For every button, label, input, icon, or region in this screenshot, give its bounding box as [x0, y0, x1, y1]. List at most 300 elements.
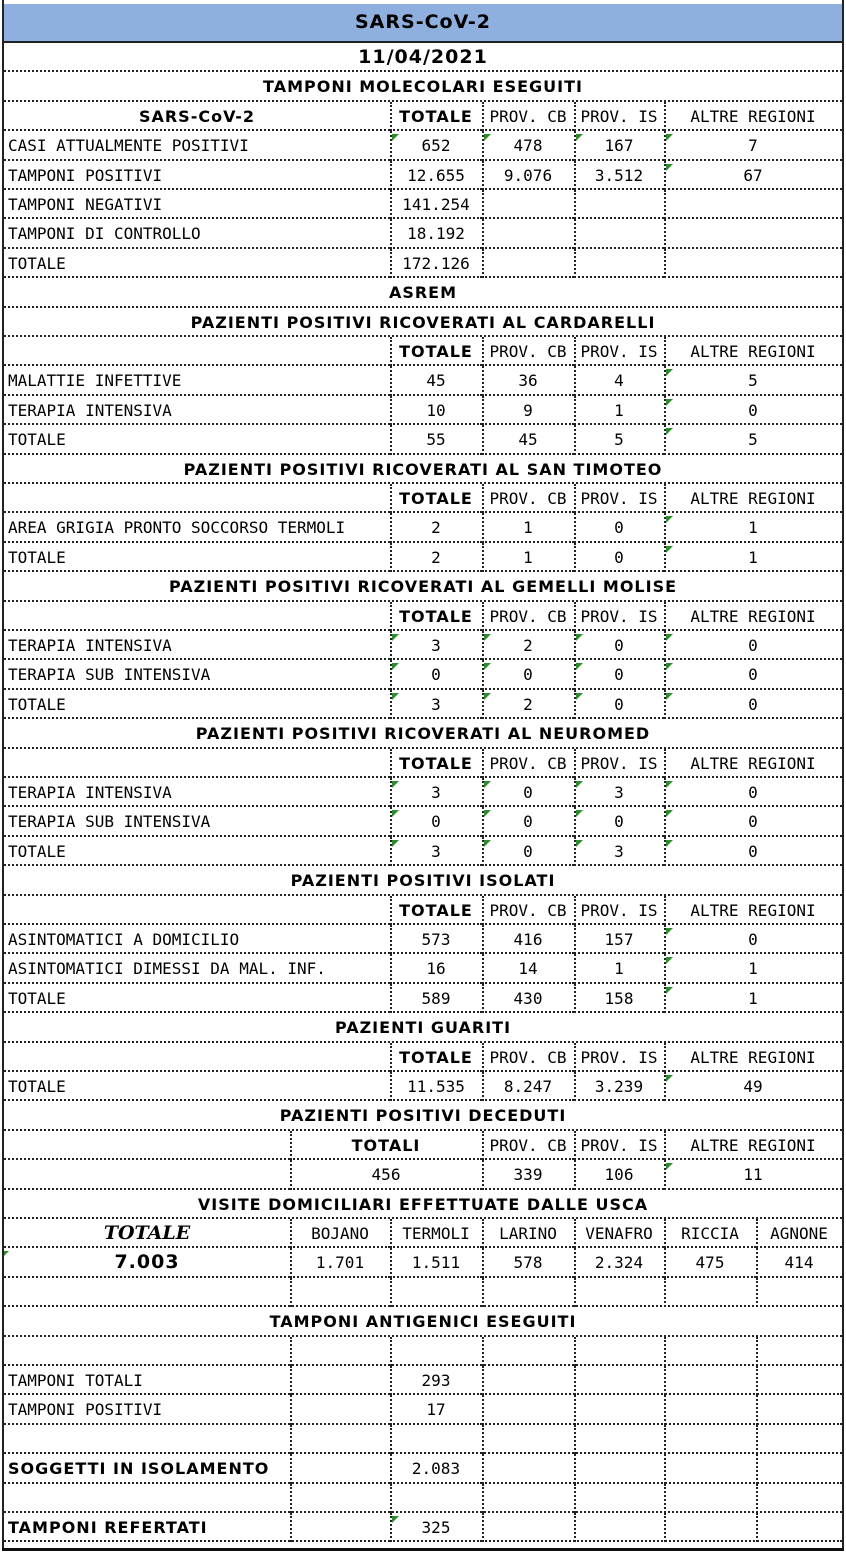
error-indicator-icon[interactable] — [666, 781, 673, 788]
column-header[interactable]: BOJANO — [290, 1219, 390, 1248]
cell-gridline — [664, 896, 666, 925]
value-cell[interactable]: 36 — [482, 366, 574, 395]
column-header[interactable]: ALTRE REGIONI — [664, 1043, 842, 1072]
value-cell[interactable]: 2 — [482, 690, 574, 719]
cell-gridline — [482, 1219, 484, 1248]
column-header[interactable]: PROV. CB — [482, 896, 574, 925]
cell-gridline — [664, 1072, 666, 1101]
value-cell[interactable]: 3 — [574, 778, 664, 807]
column-header[interactable]: TOTALE — [390, 1043, 482, 1072]
value-cell[interactable]: 0 — [664, 807, 842, 836]
cell-gridline — [664, 161, 666, 190]
section-heading[interactable]: PAZIENTI POSITIVI RICOVERATI AL SAN TIMOTEO — [4, 455, 842, 484]
value-cell[interactable]: 0 — [574, 513, 664, 542]
row-label[interactable]: TAMPONI NEGATIVI — [4, 190, 390, 219]
error-indicator-icon[interactable] — [666, 164, 673, 171]
cell-gridline — [664, 543, 666, 572]
section-heading[interactable]: TAMPONI MOLECOLARI ESEGUITI — [4, 72, 842, 101]
value-cell[interactable]: 4 — [574, 366, 664, 395]
column-header[interactable]: PROV. IS — [574, 602, 664, 631]
cell-gridline — [574, 1160, 576, 1189]
value-cell[interactable] — [664, 249, 842, 278]
column-header[interactable]: PROV. CB — [482, 484, 574, 513]
error-indicator-icon[interactable] — [484, 663, 491, 670]
cell-gridline — [482, 513, 484, 542]
column-header[interactable]: ALTRE REGIONI — [664, 484, 842, 513]
value-cell[interactable]: 293 — [390, 1366, 482, 1395]
row-label-empty[interactable] — [4, 484, 390, 513]
error-indicator-icon[interactable] — [484, 810, 491, 817]
cell-gridline — [574, 1248, 576, 1277]
value-cell[interactable]: 0 — [574, 543, 664, 572]
column-header[interactable]: ALTRE REGIONI — [664, 337, 842, 366]
cell-gridline — [574, 1337, 576, 1366]
column-header[interactable]: PROV. IS — [574, 484, 664, 513]
value-cell[interactable] — [574, 190, 664, 219]
column-header[interactable]: TOTALE — [390, 102, 482, 131]
value-cell[interactable]: 157 — [574, 925, 664, 954]
value-cell[interactable]: 7 — [664, 131, 842, 160]
value-cell[interactable]: 578 — [482, 1248, 574, 1277]
column-header[interactable]: PROV. IS — [574, 102, 664, 131]
row-label[interactable]: TAMPONI POSITIVI — [4, 161, 390, 190]
cell-gridline — [390, 807, 392, 836]
value-cell[interactable]: 0 — [574, 631, 664, 660]
section-heading[interactable]: PAZIENTI POSITIVI ISOLATI — [4, 866, 842, 895]
value-cell[interactable]: 1 — [574, 396, 664, 425]
cell-gridline — [574, 190, 576, 219]
error-indicator-icon[interactable] — [484, 840, 491, 847]
report-date[interactable]: 11/04/2021 — [4, 43, 842, 72]
row-label-empty[interactable] — [4, 1043, 390, 1072]
column-header[interactable]: PROV. CB — [482, 102, 574, 131]
value-cell[interactable]: 0 — [664, 778, 842, 807]
section-heading[interactable]: PAZIENTI POSITIVI RICOVERATI AL NEUROMED — [4, 719, 842, 748]
section-heading[interactable]: ASREM — [4, 278, 842, 307]
empty-cell[interactable] — [482, 1454, 842, 1483]
value-cell[interactable]: 3 — [390, 690, 482, 719]
cell-gridline — [390, 1513, 392, 1542]
cell-gridline — [482, 954, 484, 983]
error-indicator-icon[interactable] — [576, 634, 583, 641]
value-cell[interactable]: 1 — [482, 543, 574, 572]
value-cell[interactable]: 1 — [574, 954, 664, 983]
column-header[interactable]: PROV. IS — [574, 1043, 664, 1072]
value-cell[interactable]: 339 — [482, 1160, 574, 1189]
error-indicator-icon[interactable] — [392, 781, 399, 788]
column-header[interactable]: PROV. CB — [482, 602, 574, 631]
value-cell[interactable]: 1.701 — [290, 1248, 390, 1277]
cell-gridline — [574, 366, 576, 395]
cell-gridline — [574, 954, 576, 983]
empty-row[interactable] — [4, 1484, 842, 1513]
value-cell[interactable]: 416 — [482, 925, 574, 954]
error-indicator-icon[interactable] — [576, 663, 583, 670]
cell-gridline — [482, 660, 484, 689]
value-cell[interactable]: 0 — [664, 660, 842, 689]
value-cell[interactable]: 5 — [574, 425, 664, 454]
cell-gridline — [664, 337, 666, 366]
error-indicator-icon[interactable] — [484, 693, 491, 700]
cell-gridline — [390, 249, 392, 278]
error-indicator-icon[interactable] — [484, 781, 491, 788]
row-label[interactable]: TERAPIA INTENSIVA — [4, 396, 390, 425]
value-cell[interactable]: 652 — [390, 131, 482, 160]
value-cell[interactable]: 49 — [664, 1072, 842, 1101]
value-cell[interactable] — [482, 190, 574, 219]
cell-gridline — [290, 1219, 292, 1248]
value-cell[interactable]: 45 — [390, 366, 482, 395]
value-cell[interactable]: 3 — [390, 631, 482, 660]
sheet-title[interactable]: SARS-CoV-2 — [354, 11, 491, 33]
value-cell[interactable]: 17 — [390, 1395, 482, 1424]
row-label[interactable]: TERAPIA INTENSIVA — [4, 631, 390, 660]
cell-gridline — [664, 660, 666, 689]
value-cell[interactable]: 0 — [664, 631, 842, 660]
cell-gridline — [390, 543, 392, 572]
value-cell[interactable]: 18.192 — [390, 219, 482, 248]
value-cell[interactable]: 16 — [390, 954, 482, 983]
section-heading[interactable]: PAZIENTI POSITIVI DECEDUTI — [4, 1101, 842, 1130]
cell-gridline — [574, 1131, 576, 1160]
cell-gridline — [390, 837, 392, 866]
value-cell[interactable]: 9.076 — [482, 161, 574, 190]
column-header[interactable]: TOTALE — [390, 749, 482, 778]
value-cell[interactable]: 3 — [390, 778, 482, 807]
error-indicator-icon[interactable] — [392, 634, 399, 641]
value-cell[interactable] — [482, 249, 574, 278]
column-header[interactable]: PROV. IS — [574, 749, 664, 778]
cell-gridline — [664, 131, 666, 160]
value-cell[interactable]: 8.247 — [482, 1072, 574, 1101]
section-heading[interactable]: PAZIENTI POSITIVI RICOVERATI AL GEMELLI MOLISE — [4, 572, 842, 601]
value-cell[interactable]: 9 — [482, 396, 574, 425]
empty-row[interactable] — [4, 1337, 842, 1366]
value-cell[interactable]: 589 — [390, 984, 482, 1013]
empty-cell[interactable] — [482, 1366, 842, 1395]
column-header[interactable]: ALTRE REGIONI — [664, 102, 842, 131]
error-indicator-icon[interactable] — [392, 1516, 399, 1523]
error-indicator-icon[interactable] — [666, 399, 673, 406]
value-cell[interactable]: 3.239 — [574, 1072, 664, 1101]
column-header[interactable]: PROV. IS — [574, 896, 664, 925]
value-cell[interactable]: 141.254 — [390, 190, 482, 219]
value-cell[interactable]: 3 — [574, 837, 664, 866]
value-cell[interactable]: 14 — [482, 954, 574, 983]
value-cell[interactable]: 430 — [482, 984, 574, 1013]
column-header[interactable]: TOTALE — [390, 484, 482, 513]
value-cell[interactable] — [574, 249, 664, 278]
value-cell[interactable]: 0 — [482, 807, 574, 836]
error-indicator-icon[interactable] — [666, 987, 673, 994]
sheet-border — [842, 0, 844, 1550]
value-cell[interactable]: 0 — [390, 660, 482, 689]
row-label[interactable]: TOTALE — [4, 425, 390, 454]
cell-gridline — [664, 102, 666, 131]
cell-gridline — [756, 1278, 758, 1307]
value-cell[interactable]: 475 — [664, 1248, 756, 1277]
error-indicator-icon[interactable] — [666, 369, 673, 376]
row-label[interactable]: TAMPONI POSITIVI — [4, 1395, 390, 1424]
cell-gridline — [482, 925, 484, 954]
value-cell[interactable]: 2.324 — [574, 1248, 664, 1277]
cell-gridline — [390, 513, 392, 542]
value-cell[interactable]: 5 — [664, 425, 842, 454]
cell-gridline — [664, 749, 666, 778]
error-indicator-icon[interactable] — [666, 634, 673, 641]
value-cell[interactable]: 106 — [574, 1160, 664, 1189]
empty-cell[interactable] — [482, 1513, 842, 1542]
value-cell[interactable]: 172.126 — [390, 249, 482, 278]
row-label-empty[interactable] — [4, 602, 390, 631]
cell-gridline — [290, 1131, 292, 1160]
column-header[interactable]: VENAFRO — [574, 1219, 664, 1248]
row-label[interactable]: SARS-CoV-2 — [4, 102, 390, 131]
cell-gridline — [482, 131, 484, 160]
cell-gridline — [756, 1337, 758, 1366]
column-header[interactable]: ALTRE REGIONI — [664, 749, 842, 778]
error-indicator-icon[interactable] — [666, 516, 673, 523]
cell-gridline — [756, 1248, 758, 1277]
row-label[interactable]: TERAPIA SUB INTENSIVA — [4, 660, 390, 689]
empty-cell[interactable] — [482, 1395, 842, 1424]
value-cell[interactable]: 0 — [390, 807, 482, 836]
error-indicator-icon[interactable] — [576, 134, 583, 141]
value-cell[interactable]: 167 — [574, 131, 664, 160]
sheet-border — [2, 1548, 844, 1551]
value-cell[interactable]: 478 — [482, 131, 574, 160]
value-cell[interactable]: 1.511 — [390, 1248, 482, 1277]
value-cell[interactable]: 0 — [664, 925, 842, 954]
section-heading[interactable]: PAZIENTI GUARITI — [4, 1013, 842, 1042]
row-label-empty[interactable] — [4, 1131, 290, 1160]
value-cell[interactable]: 2 — [390, 543, 482, 572]
isolamento-value[interactable]: 2.083 — [390, 1454, 482, 1483]
error-indicator-icon[interactable] — [576, 840, 583, 847]
row-label[interactable]: TAMPONI TOTALI — [4, 1366, 390, 1395]
row-label[interactable]: TERAPIA INTENSIVA — [4, 778, 390, 807]
cell-gridline — [664, 690, 666, 719]
error-indicator-icon[interactable] — [576, 781, 583, 788]
error-indicator-icon[interactable] — [666, 663, 673, 670]
row-label[interactable]: TOTALE — [4, 837, 390, 866]
column-header[interactable]: PROV. IS — [574, 1131, 664, 1160]
cell-gridline — [482, 366, 484, 395]
cell-gridline — [574, 1043, 576, 1072]
value-cell[interactable]: 0 — [664, 837, 842, 866]
row-label[interactable]: AREA GRIGIA PRONTO SOCCORSO TERMOLI — [4, 513, 390, 542]
value-cell[interactable]: 0 — [574, 660, 664, 689]
cell-gridline — [664, 925, 666, 954]
column-header[interactable]: TOTALI — [290, 1131, 482, 1160]
cell-gridline — [290, 1484, 292, 1513]
isolamento-label[interactable]: SOGGETTI IN ISOLAMENTO — [4, 1454, 390, 1483]
value-cell[interactable]: 11 — [664, 1160, 842, 1189]
value-cell[interactable]: 1 — [664, 954, 842, 983]
cell-gridline — [390, 484, 392, 513]
row-label[interactable]: ASINTOMATICI DIMESSI DA MAL. INF. — [4, 954, 390, 983]
row-label[interactable]: TERAPIA SUB INTENSIVA — [4, 807, 390, 836]
cell-gridline — [290, 1278, 292, 1307]
value-cell[interactable]: 158 — [574, 984, 664, 1013]
cell-gridline — [664, 631, 666, 660]
column-header[interactable]: ALTRE REGIONI — [664, 602, 842, 631]
cell-gridline — [574, 543, 576, 572]
cell-gridline — [664, 513, 666, 542]
error-indicator-icon[interactable] — [666, 546, 673, 553]
value-cell[interactable]: 1 — [664, 513, 842, 542]
row-label[interactable]: TOTALE — [4, 690, 390, 719]
error-indicator-icon[interactable] — [484, 634, 491, 641]
cell-gridline — [482, 984, 484, 1013]
cell-gridline — [482, 190, 484, 219]
row-label[interactable]: TOTALE — [4, 1072, 390, 1101]
error-indicator-icon[interactable] — [666, 810, 673, 817]
value-cell[interactable]: 1 — [482, 513, 574, 542]
value-cell[interactable] — [664, 190, 842, 219]
row-label[interactable]: TOTALE — [4, 249, 390, 278]
cell-gridline — [390, 219, 392, 248]
value-cell[interactable]: 414 — [756, 1248, 842, 1277]
error-indicator-icon[interactable] — [392, 134, 399, 141]
value-cell[interactable]: 0 — [574, 690, 664, 719]
cell-gridline — [574, 161, 576, 190]
cell-gridline — [664, 219, 666, 248]
error-indicator-icon[interactable] — [392, 840, 399, 847]
cell-gridline — [390, 1454, 392, 1483]
value-cell[interactable]: 67 — [664, 161, 842, 190]
cell-gridline — [482, 219, 484, 248]
cell-gridline — [390, 131, 392, 160]
error-indicator-icon[interactable] — [392, 810, 399, 817]
value-cell[interactable] — [574, 219, 664, 248]
cell-gridline — [574, 1366, 576, 1395]
cell-gridline — [390, 954, 392, 983]
row-label-empty[interactable] — [4, 896, 390, 925]
column-header[interactable]: LARINO — [482, 1219, 574, 1248]
error-indicator-icon[interactable] — [666, 1163, 673, 1170]
row-label[interactable]: TAMPONI DI CONTROLLO — [4, 219, 390, 248]
value-cell[interactable]: 1 — [664, 543, 842, 572]
column-header[interactable]: PROV. CB — [482, 337, 574, 366]
error-indicator-icon[interactable] — [666, 428, 673, 435]
column-header[interactable]: RICCIA — [664, 1219, 756, 1248]
cell-gridline — [390, 749, 392, 778]
column-header[interactable]: PROV. IS — [574, 337, 664, 366]
column-header[interactable]: TOTALE — [390, 896, 482, 925]
value-cell[interactable] — [664, 219, 842, 248]
value-cell[interactable]: 0 — [574, 807, 664, 836]
cell-gridline — [574, 837, 576, 866]
value-cell[interactable]: 0 — [482, 660, 574, 689]
cell-gridline — [482, 1513, 484, 1542]
error-indicator-icon[interactable] — [484, 134, 491, 141]
column-header[interactable]: PROV. CB — [482, 749, 574, 778]
row-label[interactable]: ASINTOMATICI A DOMICILIO — [4, 925, 390, 954]
cell-gridline — [574, 1278, 576, 1307]
cell-gridline — [664, 807, 666, 836]
column-header[interactable]: TOTALE — [390, 337, 482, 366]
value-cell[interactable]: 456 — [290, 1160, 482, 1189]
value-cell[interactable]: 3 — [390, 837, 482, 866]
row-label[interactable]: TOTALE — [4, 984, 390, 1013]
value-cell[interactable]: 2 — [390, 513, 482, 542]
empty-row[interactable] — [4, 1425, 842, 1454]
cell-gridline — [664, 396, 666, 425]
error-indicator-icon[interactable] — [576, 693, 583, 700]
cell-gridline — [290, 1425, 292, 1454]
value-cell[interactable]: 2 — [482, 631, 574, 660]
value-cell[interactable]: 1 — [664, 984, 842, 1013]
error-indicator-icon[interactable] — [392, 663, 399, 670]
section-heading[interactable]: PAZIENTI POSITIVI RICOVERATI AL CARDARELLI — [4, 308, 842, 337]
value-cell[interactable]: 45 — [482, 425, 574, 454]
row-label[interactable]: MALATTIE INFETTIVE — [4, 366, 390, 395]
row-label[interactable]: CASI ATTUALMENTE POSITIVI — [4, 131, 390, 160]
value-cell[interactable]: 10 — [390, 396, 482, 425]
column-header[interactable]: TOTALE — [4, 1219, 290, 1248]
value-cell[interactable]: 0 — [664, 396, 842, 425]
section-heading[interactable]: TAMPONI ANTIGENICI ESEGUITI — [4, 1307, 842, 1336]
row-label-empty[interactable] — [4, 337, 390, 366]
cell-gridline — [390, 425, 392, 454]
value-cell[interactable]: 0 — [482, 778, 574, 807]
cell-gridline — [574, 1484, 576, 1513]
column-header[interactable]: AGNONE — [756, 1219, 842, 1248]
cell-gridline — [290, 1395, 292, 1424]
column-header[interactable]: PROV. CB — [482, 1043, 574, 1072]
cell-gridline — [482, 102, 484, 131]
error-indicator-icon[interactable] — [576, 810, 583, 817]
cell-gridline — [664, 484, 666, 513]
row-label-empty[interactable] — [4, 749, 390, 778]
cell-gridline — [482, 1484, 484, 1513]
refertati-label[interactable]: TAMPONI REFERTATI — [4, 1513, 390, 1542]
error-indicator-icon[interactable] — [666, 693, 673, 700]
error-indicator-icon[interactable] — [392, 693, 399, 700]
refertati-value[interactable]: 325 — [390, 1513, 482, 1542]
section-heading[interactable]: VISITE DOMICILIARI EFFETTUATE DALLE USCA — [4, 1190, 842, 1219]
value-cell[interactable] — [482, 219, 574, 248]
value-cell[interactable]: 7.003 — [4, 1248, 290, 1277]
value-cell[interactable]: 0 — [664, 690, 842, 719]
row-label[interactable]: TOTALE — [4, 543, 390, 572]
column-header[interactable]: PROV. CB — [482, 1131, 574, 1160]
value-cell[interactable]: 12.655 — [390, 161, 482, 190]
value-cell[interactable]: 11.535 — [390, 1072, 482, 1101]
value-cell[interactable]: 3.512 — [574, 161, 664, 190]
cell-gridline — [390, 102, 392, 131]
error-indicator-icon[interactable] — [666, 134, 673, 141]
column-header[interactable]: TOTALE — [390, 602, 482, 631]
cell-gridline — [390, 161, 392, 190]
error-indicator-icon[interactable] — [666, 928, 673, 935]
error-indicator-icon[interactable] — [666, 1075, 673, 1082]
value-cell[interactable]: 0 — [482, 837, 574, 866]
error-indicator-icon[interactable] — [666, 957, 673, 964]
value-cell[interactable]: 5 — [664, 366, 842, 395]
column-header[interactable]: ALTRE REGIONI — [664, 1131, 842, 1160]
value-cell[interactable]: 573 — [390, 925, 482, 954]
cell-gridline — [664, 1484, 666, 1513]
row-label-empty[interactable] — [4, 1160, 290, 1189]
error-indicator-icon[interactable] — [666, 840, 673, 847]
column-header[interactable]: TERMOLI — [390, 1219, 482, 1248]
value-cell[interactable]: 55 — [390, 425, 482, 454]
column-header[interactable]: ALTRE REGIONI — [664, 896, 842, 925]
cell-gridline — [482, 602, 484, 631]
empty-row[interactable] — [4, 1278, 842, 1307]
